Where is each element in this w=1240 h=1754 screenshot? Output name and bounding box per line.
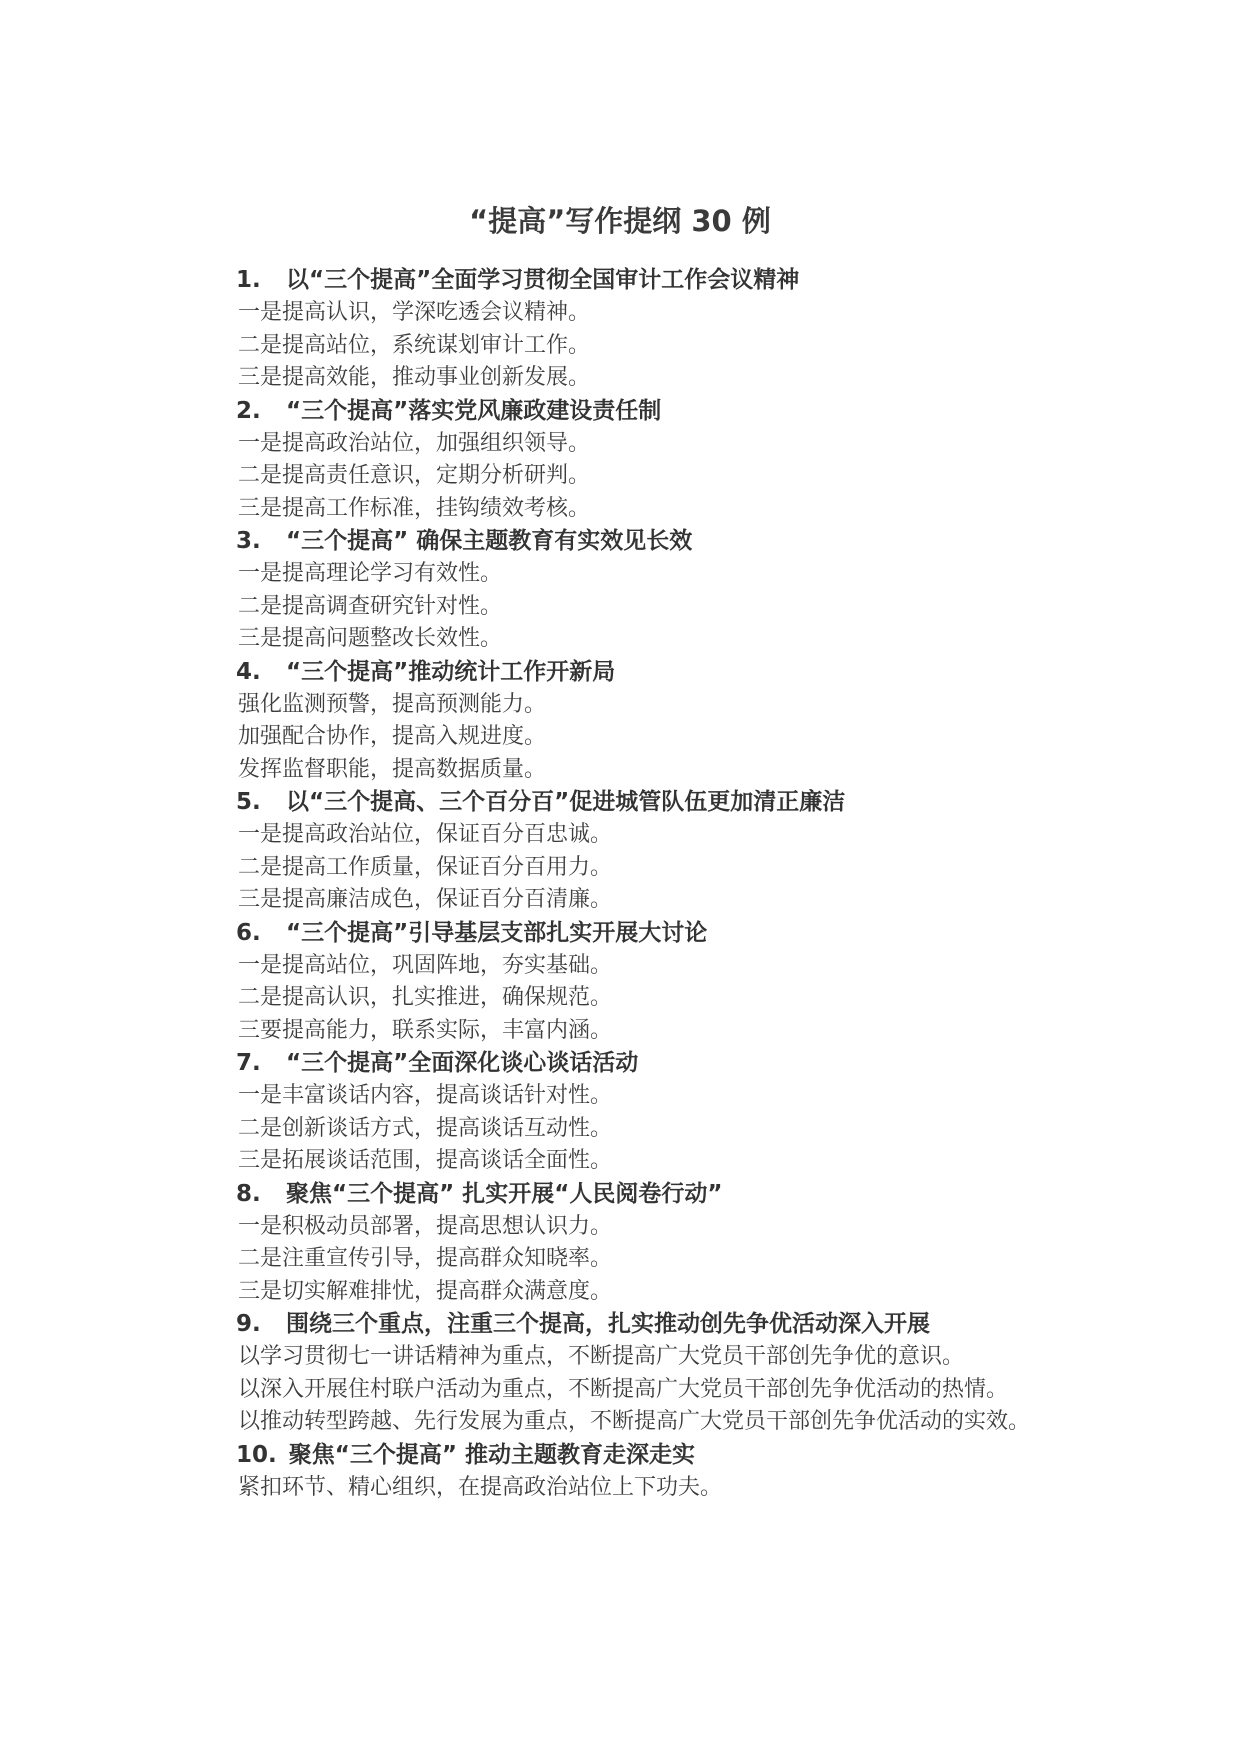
item-heading bbox=[186, 1178, 1056, 1211]
item-heading bbox=[186, 525, 1056, 558]
item-point: 发挥监督职能，提高数据质量。 bbox=[238, 756, 547, 782]
item-heading bbox=[186, 1439, 1056, 1472]
item-point: 二是创新谈话方式，提高谈话互动性。 bbox=[238, 1115, 613, 1141]
item-heading-text: “三个提高”推动统计工作开新局 bbox=[286, 658, 616, 685]
item-heading-text: 聚焦“三个提高” 推动主题教育走深走实 bbox=[288, 1441, 695, 1468]
item-point: 一是提高站位，巩固阵地，夯实基础。 bbox=[238, 952, 613, 978]
item-point: 三是提高工作标准，挂钩绩效考核。 bbox=[238, 495, 591, 521]
outline-item bbox=[186, 264, 1056, 395]
item-paragraph: 以深入开展住村联户活动为重点，不断提高广大党员干部创先争优活动的热情。 bbox=[238, 1376, 1009, 1402]
item-heading bbox=[186, 917, 1056, 950]
item-heading bbox=[186, 656, 1056, 689]
item-number: 4. bbox=[236, 658, 261, 685]
item-point: 加强配合协作，提高入规进度。 bbox=[238, 724, 547, 749]
item-point: 二是提高工作质量，保证百分百用力。 bbox=[238, 854, 613, 880]
item-heading bbox=[186, 1308, 1056, 1341]
item-number: 6. bbox=[236, 919, 261, 946]
item-number: 1. bbox=[236, 267, 261, 293]
item-number: 9. bbox=[236, 1311, 261, 1337]
item-point: 三是提高效能，推动事业创新发展。 bbox=[238, 365, 591, 390]
item-heading-text: 以“三个提高、三个百分百”促进城管队伍更加清正廉洁 bbox=[286, 789, 846, 815]
outline-item bbox=[186, 1047, 1056, 1178]
outline-item bbox=[186, 1308, 1056, 1439]
item-heading-text: 聚焦“三个提高” 扎实开展“人民阅卷行动” bbox=[286, 1180, 723, 1207]
item-number: 2. bbox=[236, 397, 261, 424]
item-point: 一是提高政治站位，保证百分百忠诚。 bbox=[238, 822, 613, 847]
outline-item bbox=[186, 917, 1056, 1048]
item-point: 一是提高认识，学深吃透会议精神。 bbox=[238, 300, 591, 325]
item-paragraph: 以学习贯彻七一讲话精神为重点，不断提高广大党员干部创先争优的意识。 bbox=[238, 1344, 965, 1369]
item-point: 三是切实解难排忧，提高群众满意度。 bbox=[238, 1278, 613, 1304]
item-number: 7. bbox=[236, 1050, 261, 1076]
item-point: 强化监测预警，提高预测能力。 bbox=[238, 691, 547, 717]
item-heading bbox=[186, 786, 1056, 819]
item-point: 一是积极动员部署，提高思想认识力。 bbox=[238, 1213, 613, 1239]
outline-item bbox=[186, 1439, 1056, 1505]
outline-item bbox=[186, 395, 1056, 526]
item-heading bbox=[186, 395, 1056, 428]
item-point: 二是提高认识，扎实推进，确保规范。 bbox=[238, 985, 613, 1010]
outline-item bbox=[186, 1178, 1056, 1309]
item-point: 二是提高调查研究针对性。 bbox=[238, 593, 503, 619]
item-point: 二是提高责任意识，定期分析研判。 bbox=[238, 463, 591, 488]
item-point: 二是注重宣传引导，提高群众知晓率。 bbox=[238, 1246, 613, 1271]
item-point: 三是提高廉洁成色，保证百分百清廉。 bbox=[238, 887, 613, 912]
item-point: 一是提高政治站位，加强组织领导。 bbox=[238, 430, 591, 456]
outline-item bbox=[186, 525, 1056, 656]
document-body bbox=[186, 264, 1056, 1504]
item-number: 3. bbox=[236, 528, 261, 554]
outline-item bbox=[186, 786, 1056, 917]
item-number: 5. bbox=[236, 789, 261, 815]
item-point: 二是提高站位，系统谋划审计工作。 bbox=[238, 332, 591, 358]
item-number: 10. bbox=[236, 1441, 277, 1468]
item-number: 8. bbox=[236, 1180, 261, 1207]
item-paragraph: 紧扣环节、精心组织，在提高政治站位上下功夫。 bbox=[238, 1474, 723, 1500]
item-point: 三是提高问题整改长效性。 bbox=[238, 626, 503, 651]
item-heading-text: “三个提高”引导基层支部扎实开展大讨论 bbox=[286, 919, 708, 946]
item-heading-text: “三个提高”全面深化谈心谈话活动 bbox=[286, 1050, 639, 1076]
item-heading bbox=[186, 1047, 1056, 1080]
item-point: 三是拓展谈话范围，提高谈话全面性。 bbox=[238, 1148, 613, 1173]
item-heading-text: “三个提高”落实党风廉政建设责任制 bbox=[286, 397, 662, 424]
outline-item bbox=[186, 656, 1056, 787]
item-point: 一是丰富谈话内容，提高谈话针对性。 bbox=[238, 1083, 613, 1108]
item-heading-text: “三个提高” 确保主题教育有实效见长效 bbox=[286, 528, 693, 554]
document-title: “提高”写作提纲 30 例 bbox=[469, 204, 771, 238]
item-paragraph: 以推动转型跨越、先行发展为重点，不断提高广大党员干部创先争优活动的实效。 bbox=[238, 1409, 1031, 1434]
item-point: 一是提高理论学习有效性。 bbox=[238, 561, 503, 586]
item-point: 三要提高能力，联系实际，丰富内涵。 bbox=[238, 1017, 613, 1043]
item-heading bbox=[186, 264, 1056, 297]
item-heading-text: 以“三个提高”全面学习贯彻全国审计工作会议精神 bbox=[286, 267, 800, 293]
item-heading-text: 围绕三个重点，注重三个提高，扎实推动创先争优活动深入开展 bbox=[286, 1311, 930, 1337]
